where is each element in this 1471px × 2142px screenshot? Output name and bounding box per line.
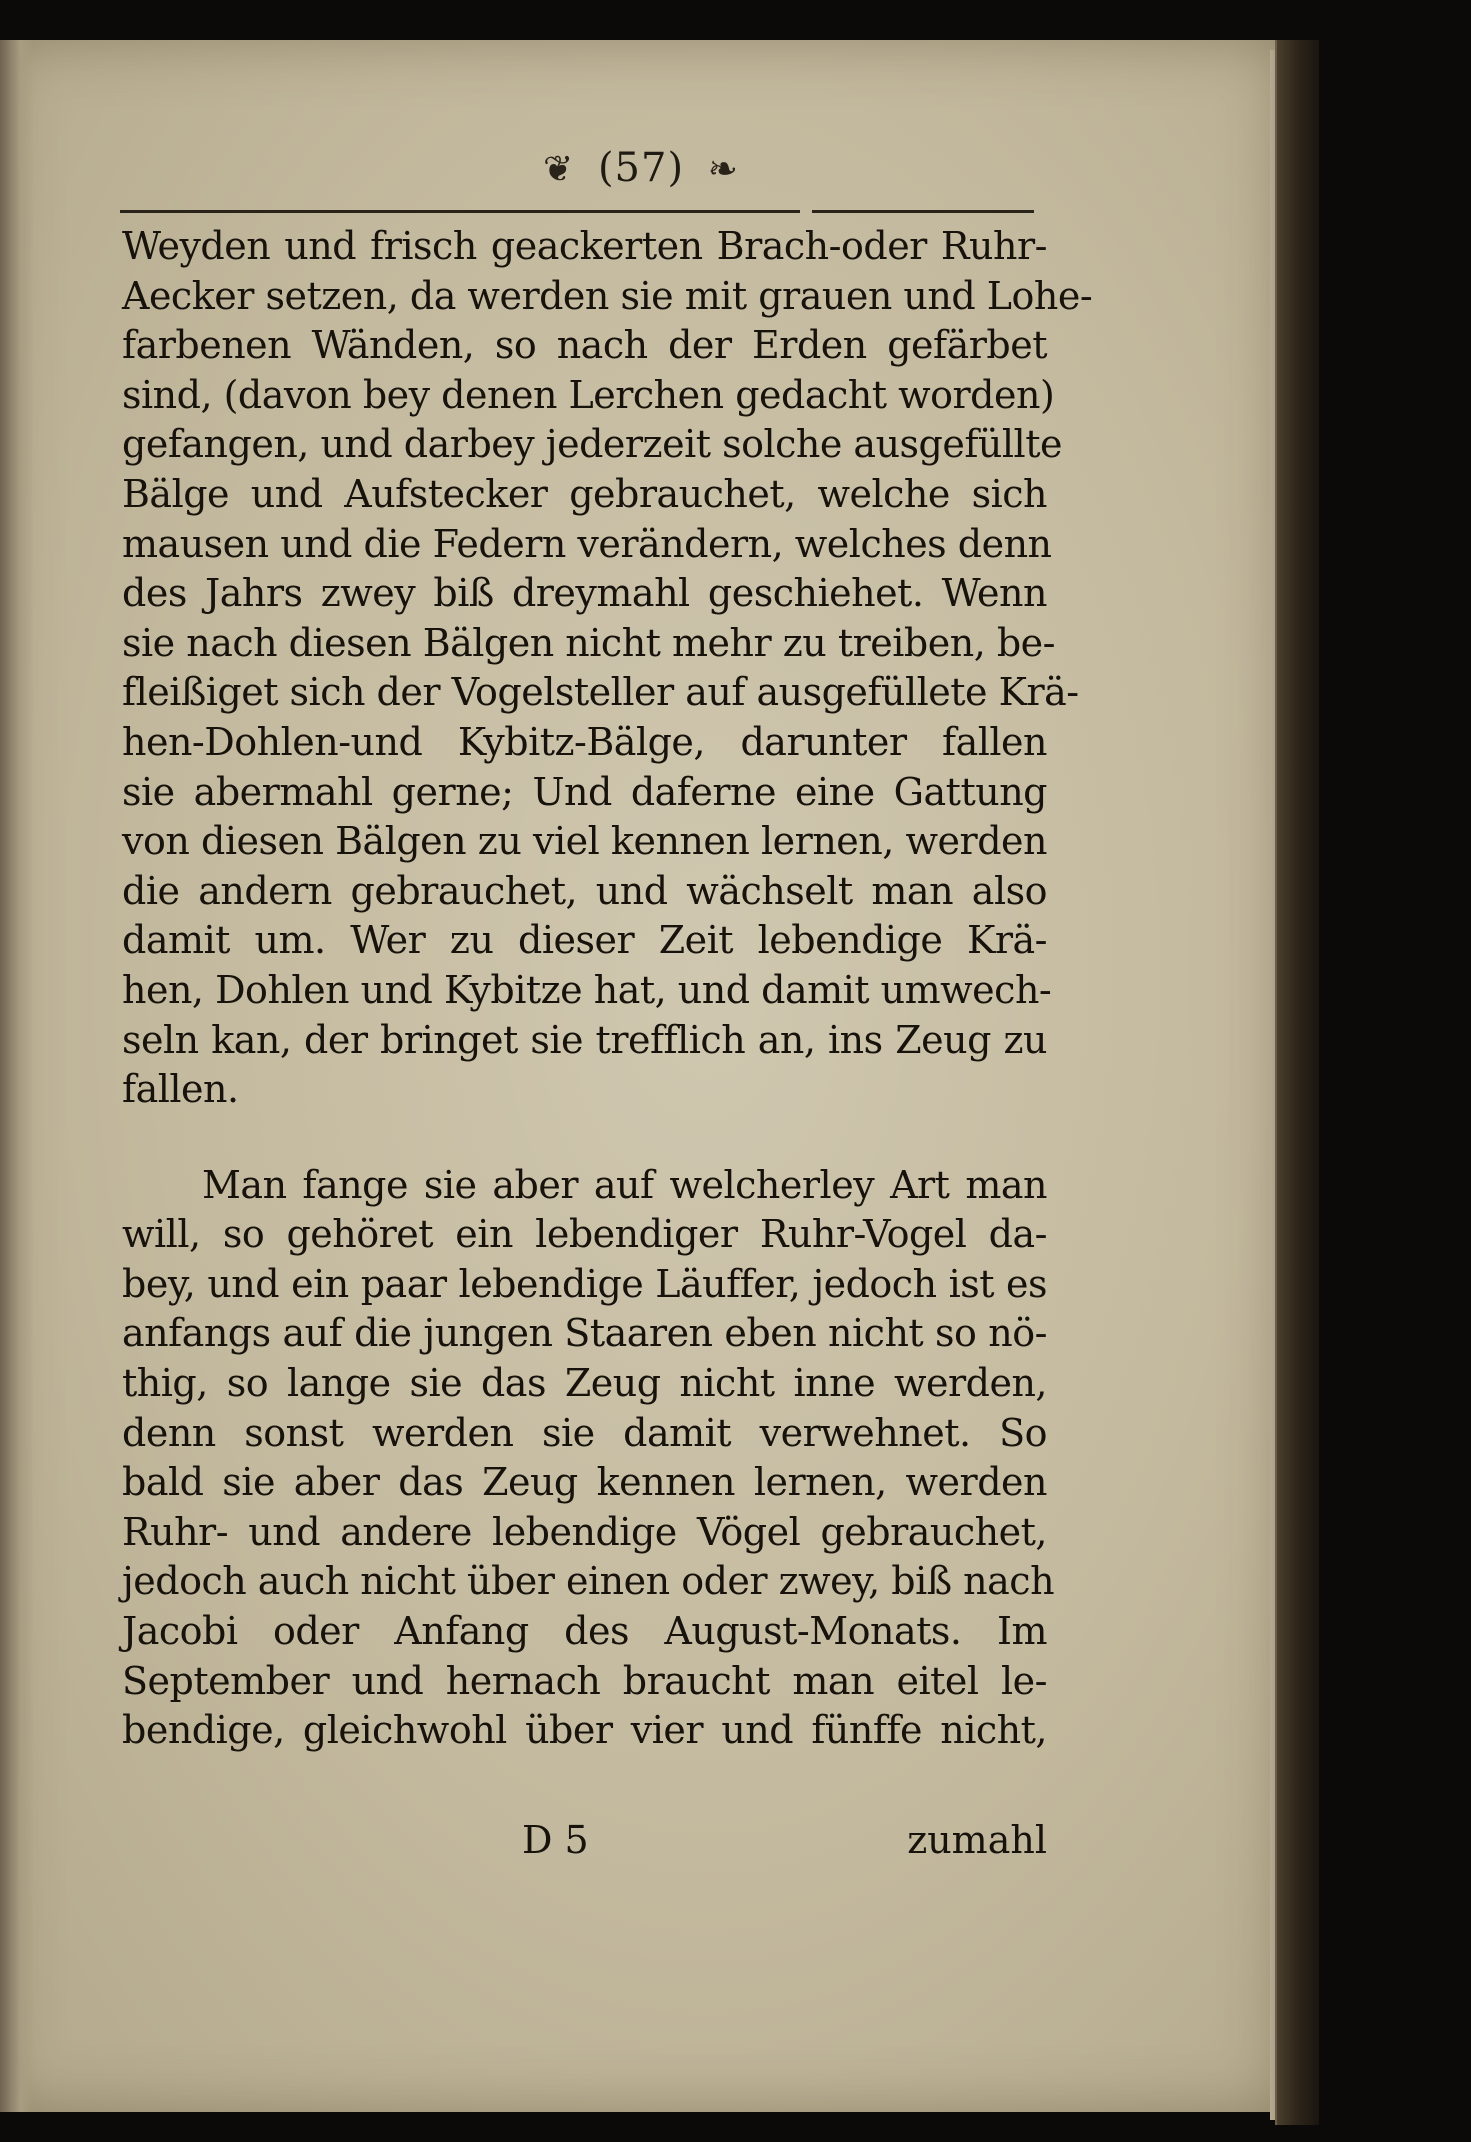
text-line: sind, (davon bey denen Lerchen gedacht worden) [122, 372, 1055, 417]
ornament-left-icon: ❦ [543, 149, 575, 190]
ornament-right-icon: ❧ [707, 149, 739, 190]
text-line: seln kan, der bringet sie trefflich an, ins Zeug zu [122, 1017, 1047, 1062]
text-line: fallen. [122, 1067, 239, 1112]
text-line: Man fange sie aber auf welcherley Art man [202, 1162, 1047, 1207]
text-line: Ruhr- und andere lebendige Vögel gebrauchet, [122, 1509, 1047, 1554]
paragraph [122, 1161, 1055, 1756]
text-line: anfangs auf die jungen Staaren eben nicht so nö- [122, 1311, 1047, 1356]
text-line: jedoch auch nicht über einen oder zwey, biß nach [122, 1559, 1055, 1604]
page-number: (57) [597, 145, 685, 191]
body-text [122, 222, 1093, 1756]
page-footer [122, 1818, 1047, 1868]
text-line: des Jahrs zwey biß dreymahl geschiehet. Wenn [122, 571, 1047, 616]
text-line: hen-Dohlen-und Kybitz-Bälge, darunter fallen [122, 719, 1047, 764]
text-line: will, so gehöret ein lebendiger Ruhr-Vogel da- [122, 1212, 1047, 1257]
text-line: Jacobi oder Anfang des August-Monats. Im [122, 1609, 1047, 1654]
text-line: bey, und ein paar lebendige Läuffer, jedoch ist es [122, 1261, 1047, 1306]
text-line: mausen und die Federn verändern, welches denn [122, 521, 1052, 566]
text-line: sie nach diesen Bälgen nicht mehr zu treiben, be- [122, 620, 1056, 665]
text-line: bald sie aber das Zeug kennen lernen, werden [122, 1460, 1047, 1505]
text-line: thig, so lange sie das Zeug nicht inne werden, [122, 1361, 1047, 1406]
text-line: fleißiget sich der Vogelsteller auf ausgefüllete Krä- [122, 670, 1079, 715]
book-cover-edge [1275, 40, 1319, 2125]
paragraph [122, 222, 1093, 1115]
page-gutter [0, 40, 34, 2112]
text-line: von diesen Bälgen zu viel kennen lernen, werden [122, 819, 1047, 864]
text-line: damit um. Wer zu dieser Zeit lebendige Krä- [122, 918, 1047, 963]
text-line: September und hernach braucht man eitel le- [122, 1658, 1047, 1703]
text-line: hen, Dohlen und Kybitze hat, und damit umwech- [122, 967, 1052, 1012]
header-rule [120, 210, 800, 213]
text-line: bendige, gleichwohl über vier und fünffe nicht, [122, 1708, 1047, 1753]
paragraph-gap [122, 1115, 1047, 1161]
text-line: denn sonst werden sie damit verwehnet. So [122, 1410, 1047, 1455]
text-line: die andern gebrauchet, und wächselt man also [122, 868, 1047, 913]
page-header [0, 145, 1282, 191]
text-line: Weyden und frisch geackerten Brach-oder Ruhr- [122, 224, 1047, 268]
text-line: Bälge und Aufstecker gebrauchet, welche sich [122, 471, 1047, 516]
catchword: zumahl [907, 1818, 1047, 1862]
text-line: sie abermahl gerne; Und daferne eine Gattung [122, 769, 1047, 814]
signature-mark: D 5 [522, 1818, 589, 1862]
text-line: Aecker setzen, da werden sie mit grauen und Lohe- [122, 273, 1093, 318]
text-line: gefangen, und darbey jederzeit solche ausgefüllte [122, 422, 1062, 467]
header-rule-right [812, 210, 1034, 213]
text-line: farbenen Wänden, so nach der Erden gefärbet [122, 323, 1047, 368]
